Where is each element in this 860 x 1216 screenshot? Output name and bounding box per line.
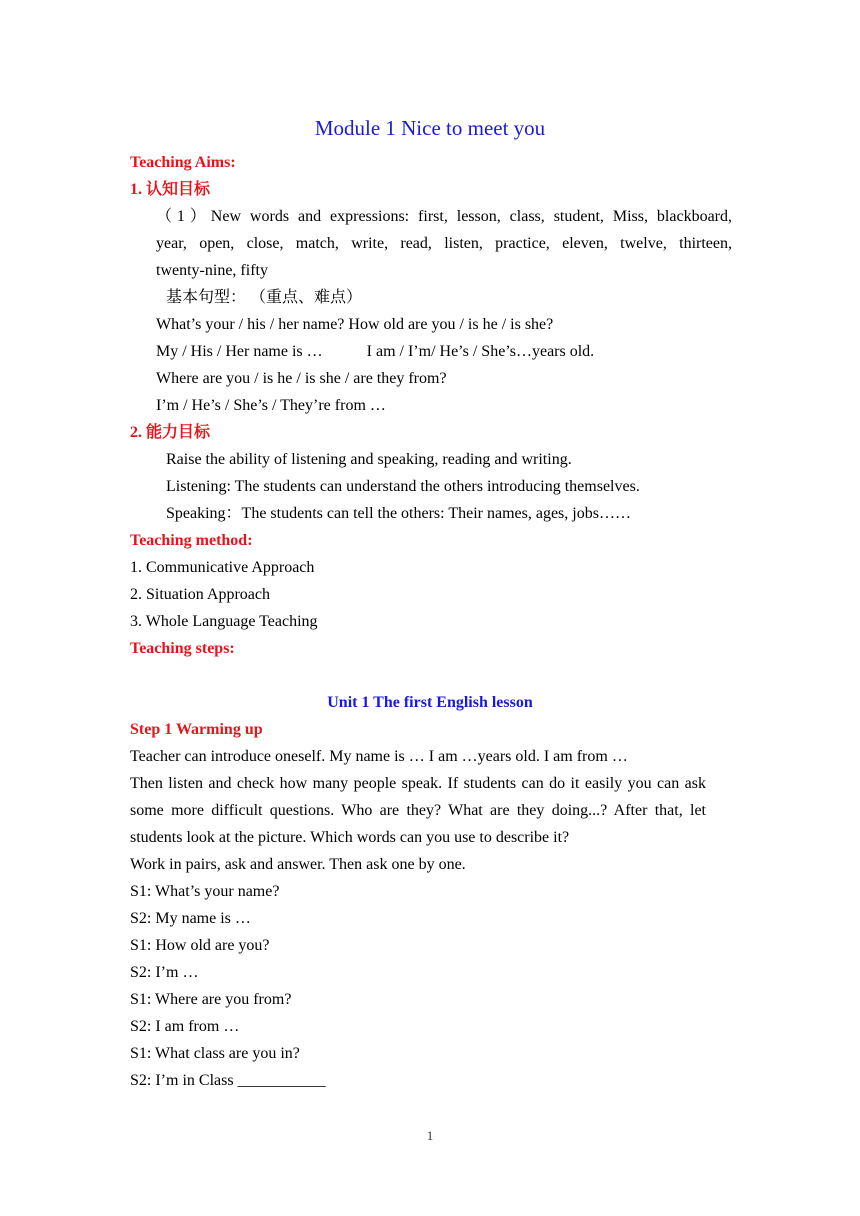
sentence-pattern-3: Where are you / is he / is she / are they from? [156,370,447,387]
step1-line-1: Teacher can introduce oneself. My name is … I am …years old. I am from … [130,748,628,765]
method-item: 2. Situation Approach [130,586,270,603]
cognitive-goals-heading: 1. 认知目标 [130,181,211,198]
method-item: 3. Whole Language Teaching [130,613,318,630]
step1-line-5: Work in pairs, ask and answer. Then ask one by one. [130,856,466,873]
dialogue-line: S2: I’m in Class ___________ [130,1072,326,1089]
step1-heading: Step 1 Warming up [130,721,263,738]
dialogue-line: S1: What class are you in? [130,1045,300,1062]
unit-title: Unit 1 The first English lesson [327,694,533,711]
ability-line-1: Raise the ability of listening and speaking, reading and writing. [166,451,572,468]
dialogue-line: S1: How old are you? [130,937,270,954]
dialogue-line: S2: My name is … [130,910,251,927]
dialogue-line: S1: Where are you from? [130,991,292,1008]
sentence-pattern-2a: My / His / Her name is … [156,343,323,360]
sentence-pattern-2b: I am / I’m/ He’s / She’s…years old. [366,343,595,360]
step1-line-2: Then listen and check how many people speak. If students can do it easily you can ask [130,775,706,792]
document-title: Module 1 Nice to meet you [314,116,546,140]
new-words-line-2: year, open, close, match, write, read, listen, practice, eleven, twelve, thirteen, [156,235,732,252]
teaching-aims-heading: Teaching Aims: [130,154,236,171]
page-number: 1 [426,1128,434,1143]
method-item: 1. Communicative Approach [130,559,315,576]
dialogue-line: S2: I am from … [130,1018,240,1035]
ability-goals-heading: 2. 能力目标 [130,424,211,441]
dialogue-line: S2: I’m … [130,964,199,981]
step1-line-4: students look at the picture. Which words can you use to describe it? [130,829,570,846]
new-words-line-3: twenty-nine, fifty [156,262,268,279]
step1-line-3: some more difficult questions. Who are they? What are they doing...? After that, let [130,802,706,819]
dialogue-line: S1: What’s your name? [130,883,280,900]
teaching-method-heading: Teaching method: [130,532,253,549]
sentence-pattern-2 [156,342,594,362]
ability-line-2: Listening: The students can understand the others introducing themselves. [166,478,640,495]
teaching-steps-heading: Teaching steps: [130,640,235,657]
ability-line-3: Speaking：The students can tell the others: Their names, ages, jobs…… [166,505,631,522]
new-words-line-1: （1）New words and expressions: first, lesson, class, student, Miss, blackboard, [156,208,732,225]
sentence-pattern-4: I’m / He’s / She’s / They’re from … [156,397,386,414]
sentence-pattern-1: What’s your / his / her name? How old are you / is he / is she? [156,316,554,333]
sentence-patterns-label: 基本句型： （重点、难点） [166,289,363,306]
